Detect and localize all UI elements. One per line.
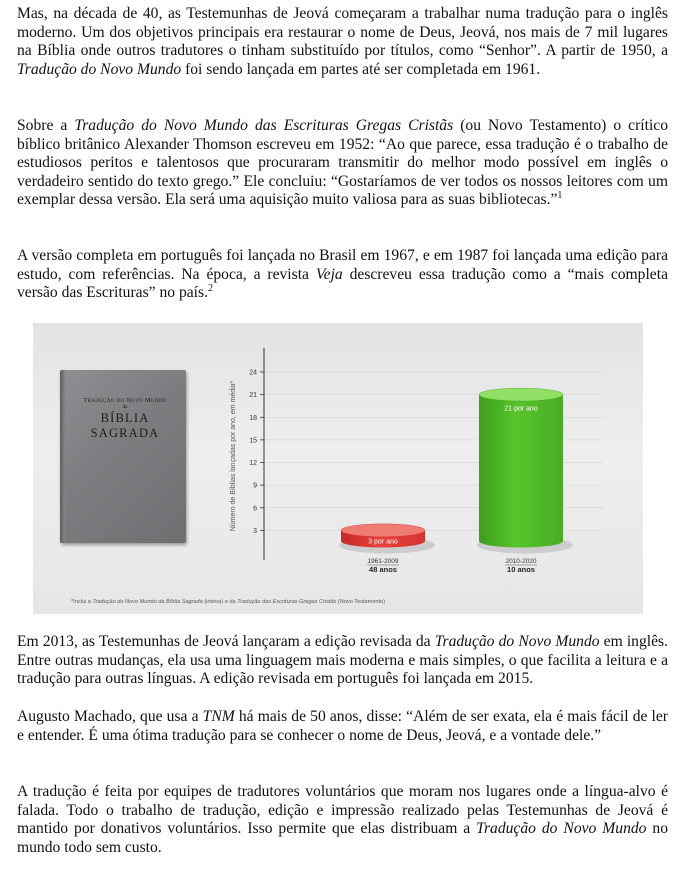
bar-chart [33, 323, 643, 614]
p4-text-c: em inglês. Entre outras mudanças, ela usa uma linguagem mais moderna e mais simples, o que facilita a leitura e a tradução para outras línguas. A edição revisada em português foi lançada em 2015. [17, 633, 668, 688]
bar-value-label-1: 21 por ano [504, 405, 538, 413]
p1-text-c: foi sendo lançada em partes até ser completada em 1961. [181, 60, 541, 78]
y-tick-label-6: 6 [253, 505, 257, 513]
p4-text-a: Em 2013, as Testemunhas de Jeová lançaram a edição revisada da [17, 633, 435, 650]
p1-title-italic: Tradução do Novo Mundo [17, 60, 182, 78]
paragraph-5 [17, 708, 668, 745]
footnote-title-1: Tradução do Novo Mundo da Bíblia Sagrada [92, 599, 203, 605]
p6-text-c: no mundo todo sem custo. [17, 820, 669, 856]
p4-title-italic: Tradução do Novo Mundo [434, 633, 600, 650]
x-category-years-1: 10 anos [507, 565, 535, 574]
book-title-line2: da [122, 405, 128, 410]
chart-footnote [71, 599, 385, 605]
y-tick-label-12: 12 [249, 460, 257, 467]
p1-text-a: Mas, na década de 40, as Testemunhas de Jeová começaram a trabalhar numa tradução para o inglês moderno. Um dos objetivos principais era restaurar o nome de Deus, Jeová, nos mais de 7 mil lugares na Bíblia onde outros tradutores o tinham substituído por títulos, como “Senhor”. A partir de 1950, a [17, 5, 668, 60]
footnote-ref-2: 2 [207, 283, 213, 294]
paragraph-2 [17, 117, 668, 210]
p6-text-a: A tradução é feita por equipes de tradutores voluntários que moram nos lugares onde a língua-alvo é falada. Todo o trabalho de tradução, edição e impressão realizado pelas Testemunhas de Jeová é mantido por donativos voluntários. Isso permite que elas distribuam a [17, 783, 668, 838]
bar-1 [479, 395, 563, 548]
y-tick-label-18: 18 [249, 414, 257, 422]
p2-text-a: Sobre a [17, 117, 75, 134]
y-tick-label-21: 21 [249, 392, 257, 400]
footnote-ref-1: 1 [557, 190, 563, 202]
footnote-text-a: *Inclui a [71, 599, 93, 605]
book-title-line3: BÍBLIA [100, 411, 150, 425]
x-category-range-1: 2010-2020 [505, 558, 537, 565]
bar-value-label-0: 3 por ano [368, 538, 398, 546]
p2-text-c: (ou Novo Testamento) o crítico bíblico britânico Alexander Thomson escreveu em 1952: “Ao que parece, essa tradução é o trabalho de estudiosos peritos e talentosos que procuraram transmitir do melhor modo possível em inglês o verdadeiro sentido do texto grego.” Ele concluiu: “Gostaríamos de ver todos os nossos leitores com um exemplar dessa versão. Ela será uma aquisição muito valiosa para as suas bibliotecas.” [17, 117, 669, 209]
book-title-line1: Tradução do Novo Mundo [83, 397, 167, 404]
footnote-title-2: Tradução das Escrituras Gregas Cristãs [237, 599, 337, 605]
y-axis-label: Número de Bíblias lançadas por ano, em média* [230, 380, 237, 532]
footnote-text-e: (Novo Testamento) [336, 599, 386, 605]
p2-title-italic: Tradução do Novo Mundo das Escrituras Gregas Cristãs [74, 117, 454, 134]
x-category-range-0: 1961-2009 [367, 558, 399, 565]
p3-magazine-italic: Veja [315, 265, 343, 283]
paragraph-4 [17, 633, 668, 689]
y-tick-label-24: 24 [249, 369, 257, 377]
paragraph-3 [17, 247, 668, 303]
chart-figure [33, 323, 643, 614]
y-tick-label-3: 3 [253, 527, 257, 535]
p5-text-c: há mais de 50 anos, disse: “Além de ser exata, ela é mais fácil de ler e entender. É uma ótima tradução para se conhecer o nome de Deus, Jeová, e a vontade dele.” [17, 708, 669, 744]
p5-abbrev-italic: TNM [202, 708, 235, 725]
y-tick-label-15: 15 [249, 437, 257, 445]
bar-top-0 [341, 524, 425, 537]
book-title-line4: SAGRADA [90, 426, 160, 440]
p5-text-a: Augusto Machado, que usa a [17, 708, 203, 725]
p3-text-c: descreveu essa tradução como a “mais completa versão das Escrituras” no país. [17, 265, 668, 302]
paragraph-6 [17, 783, 668, 857]
footnote-text-c: (inteira) e da [202, 599, 238, 605]
paragraph-1 [17, 5, 668, 79]
p6-title-italic: Tradução do Novo Mundo [476, 820, 647, 838]
x-category-years-0: 48 anos [369, 565, 397, 574]
bar-top-1 [479, 388, 563, 401]
p3-text-a: A versão completa em português foi lançada no Brasil em 1967, e em 1987 foi lançada uma edição para estudo, com referências. Na época, a revista [17, 247, 668, 283]
y-tick-label-9: 9 [253, 482, 257, 490]
